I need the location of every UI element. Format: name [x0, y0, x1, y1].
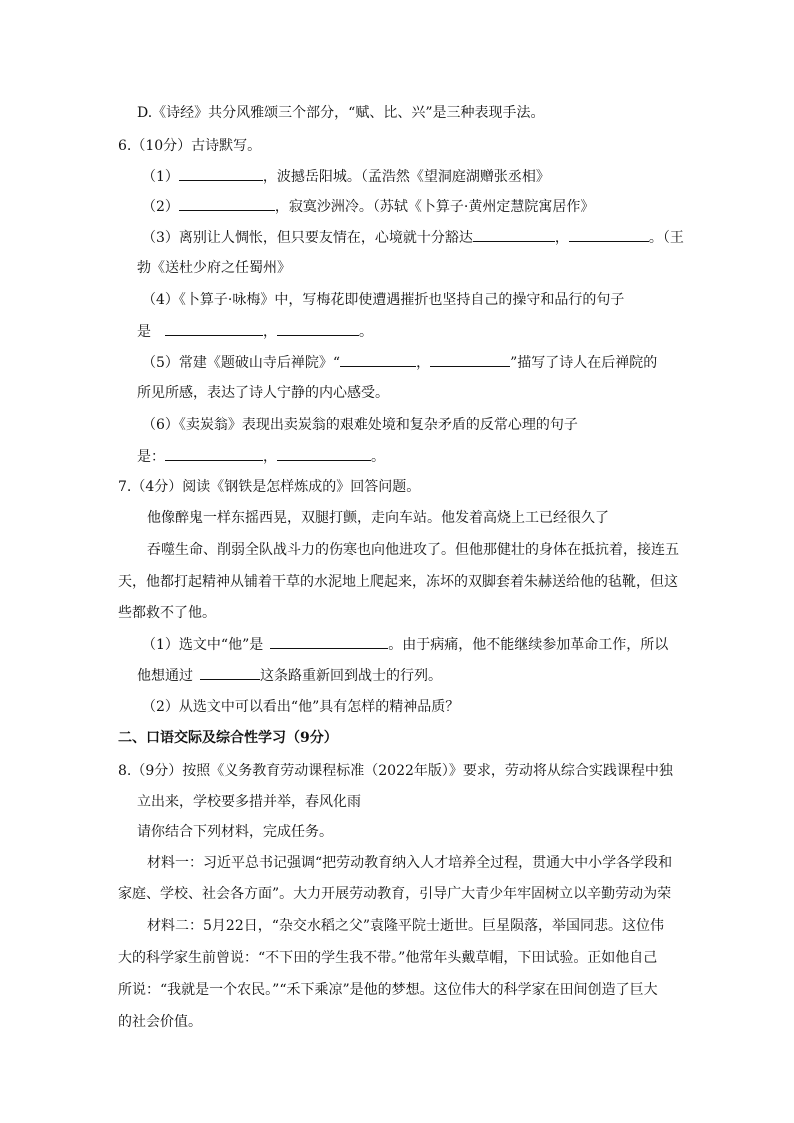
q6-item-5-comma: ， [416, 355, 431, 371]
q6-item-4: （4）《卜算子·咏梅》中，写梅花即使遭遇摧折也坚持自己的操守和品行的句子 [142, 292, 625, 308]
answer-blank [430, 352, 510, 367]
q7-passage-line-2: 吞噬生命、削弱全队战斗力的伤寒也向他进攻了。但他那健壮的身体在抵抗着，接连五 [147, 542, 679, 558]
q7-passage-line-1: 他像醉鬼一样东摇西晃，双腿打颤，走向车站。他发着高烧上工已经很久了 [147, 510, 609, 526]
q6-item-6-answer [137, 446, 385, 467]
q8-material-1-line-2: 家庭、学校、社会各方面”。大力开展劳动教育，引导广大青少年牢固树立以辛勤劳动为荣 [118, 886, 672, 902]
section-2-heading: 二、口语交际及综合性学习（9分） [118, 730, 338, 746]
q6-item-5-cont: 所见所感，表达了诗人宁静的内心感受。 [137, 385, 389, 401]
answer-blank [473, 227, 555, 242]
q6-item-4-comma: ， [263, 324, 277, 340]
q7-sub-1-end: 这条路重新回到战士的行列。 [260, 668, 442, 684]
answer-blank [165, 321, 263, 336]
q6-item-5 [142, 352, 657, 373]
q6-item-4-answer [137, 321, 373, 342]
answer-blank [179, 166, 263, 181]
answer-blank [277, 321, 359, 336]
q8-material-2-line-1: 材料二：5月22日，“杂交水稻之父”袁隆平院士逝世。巨星陨落，举国同悲。这位伟 [147, 918, 665, 934]
q6-item-6-lead: 是： [137, 449, 165, 465]
q7-sub-1-tail: 。由于病痛，他不能继续参加革命工作，所以 [388, 637, 669, 653]
q7-sub-1 [142, 634, 668, 655]
q7-sub-1-text: （1）选文中“他”是 [142, 637, 264, 653]
q8-line-3: 请你结合下列材料，完成任务。 [137, 824, 333, 840]
q8-material-2-line-2: 大的科学家生前曾说：“不下田的学生我不带。”他常年头戴草帽，下田试验。正如他自己 [118, 950, 658, 966]
q7-sub-1-cont [137, 665, 442, 686]
q6-item-5-tail: ”描写了诗人在后禅院的 [510, 355, 658, 371]
q6-item-3-source: 勃《送杜少府之任蜀州》 [137, 260, 291, 276]
q6-item-6: （6）《卖炭翁》表现出卖炭翁的艰难处境和复杂矛盾的反常心理的句子 [142, 417, 578, 433]
q6-title: 6.（10分）古诗默写。 [118, 138, 262, 154]
q7-passage-line-4: 些都救不了他。 [118, 605, 216, 621]
q6-item-3-comma: ， [554, 230, 569, 246]
q8-line-1: 8.（9分）按照《义务教育劳动课程标准（2022年版）》要求，劳动将从综合实践课程中独 [118, 763, 673, 779]
q6-item-4-lead: 是 [137, 324, 151, 340]
q6-item-2 [142, 196, 594, 217]
answer-blank [569, 227, 649, 242]
answer-blank [200, 665, 260, 680]
q6-item-4-end: 。 [359, 324, 373, 340]
q7-sub-2: （2）从选文中可以看出“他”具有怎样的精神品质？ [142, 699, 460, 715]
q7-sub-1-lead: 他想通过 [137, 668, 193, 684]
q6-item-3-tail: 。（王 [648, 230, 684, 246]
q6-item-1 [142, 166, 550, 187]
q7-passage-line-3: 天，他都打起精神从铺着干草的水泥地上爬起来，冻坏的双脚套着朱赫送给他的毡靴，但这 [118, 574, 678, 590]
q5-option-d: D.《诗经》共分风雅颂三个部分，“赋、比、兴”是三种表现手法。 [137, 105, 545, 121]
q8-material-2-line-3: 所说：“我就是一个农民。”“禾下乘凉”是他的梦想。这位伟大的科学家在田间创造了巨大 [118, 982, 658, 998]
q6-item-6-end: 。 [371, 449, 385, 465]
answer-blank [340, 352, 416, 367]
q8-line-2: 立出来，学校要多措并举，春风化雨 [137, 794, 361, 810]
q8-material-2-line-4: 的社会价值。 [118, 1014, 202, 1030]
answer-blank [165, 446, 263, 461]
q6-item-3-text: （3）离别让人惆怅，但只要友情在，心境就十分豁达 [142, 230, 473, 246]
q6-item-2-prefix: （2） [142, 199, 179, 215]
q6-item-1-prefix: （1） [142, 169, 179, 185]
q8-material-1-line-1: 材料一：习近平总书记强调“把劳动教育纳入人才培养全过程，贯通大中小学各学段和 [147, 855, 673, 871]
q6-item-1-text: ，波撼岳阳城。（孟浩然《望洞庭湖赠张丞相》 [262, 169, 550, 185]
answer-blank [270, 634, 388, 649]
q6-item-3 [142, 227, 684, 248]
q6-item-5-text: （5）常建《题破山寺后禅院》“ [142, 355, 341, 371]
q6-item-2-text: ，寂寞沙洲冷。（苏轼《卜算子·黄州定慧院寓居作》 [274, 199, 595, 215]
q6-item-6-comma: ， [263, 449, 277, 465]
answer-blank [277, 446, 371, 461]
q7-title: 7.（4分）阅读《钢铁是怎样炼成的》回答问题。 [118, 479, 421, 495]
answer-blank [179, 196, 275, 211]
